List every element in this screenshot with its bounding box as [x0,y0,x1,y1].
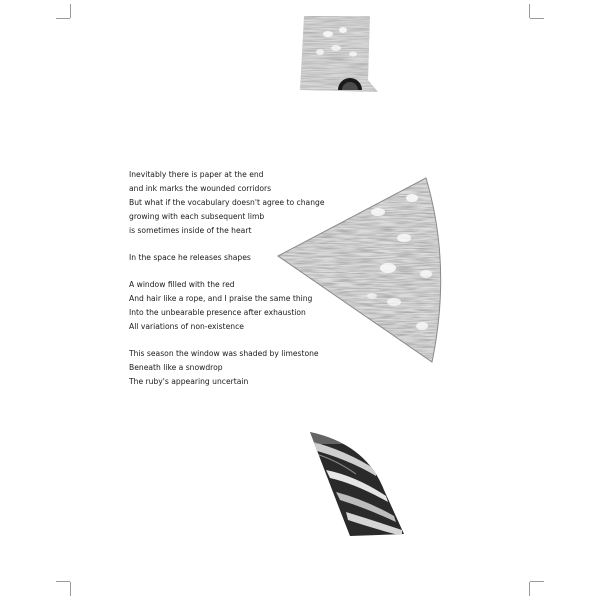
crop-mark-top-left-v [70,4,71,18]
poem-line: Beneath like a snowdrop [129,363,223,372]
poem-line: is sometimes inside of the heart [129,226,252,235]
poem-line: and ink marks the wounded corridors [129,184,272,193]
stanza [129,168,329,238]
stanza [129,278,329,334]
poem-line: This season the window was shaded by limestone [129,349,319,358]
top-texture-fragment [298,14,380,94]
poem-line: But what if the vocabulary doesn't agree to change [129,198,325,207]
crop-mark-top-right-v [529,4,530,18]
bottom-dark-fragment [306,430,406,538]
poem-line: Into the unbearable presence after exhaustion [129,308,306,317]
stanza [129,347,329,389]
poem-line: growing with each subsequent limb [129,212,265,221]
poem-line: In the space he releases shapes [129,253,251,262]
crop-mark-bottom-right-v [529,582,530,596]
crop-mark-top-right-h [530,18,544,19]
crop-mark-bottom-left-h [56,581,70,582]
poem-line: The ruby's appearing uncertain [129,377,249,386]
poem [129,168,329,402]
poem-line: A window filled with the red [129,280,235,289]
stanza [129,251,329,265]
poem-line: And hair like a rope, and I praise the same thing [129,294,313,303]
poem-line: All variations of non-existence [129,322,244,331]
crop-mark-top-left-h [56,18,70,19]
crop-mark-bottom-right-h [530,581,544,582]
crop-mark-bottom-left-v [70,582,71,596]
poem-line: Inevitably there is paper at the end [129,170,264,179]
